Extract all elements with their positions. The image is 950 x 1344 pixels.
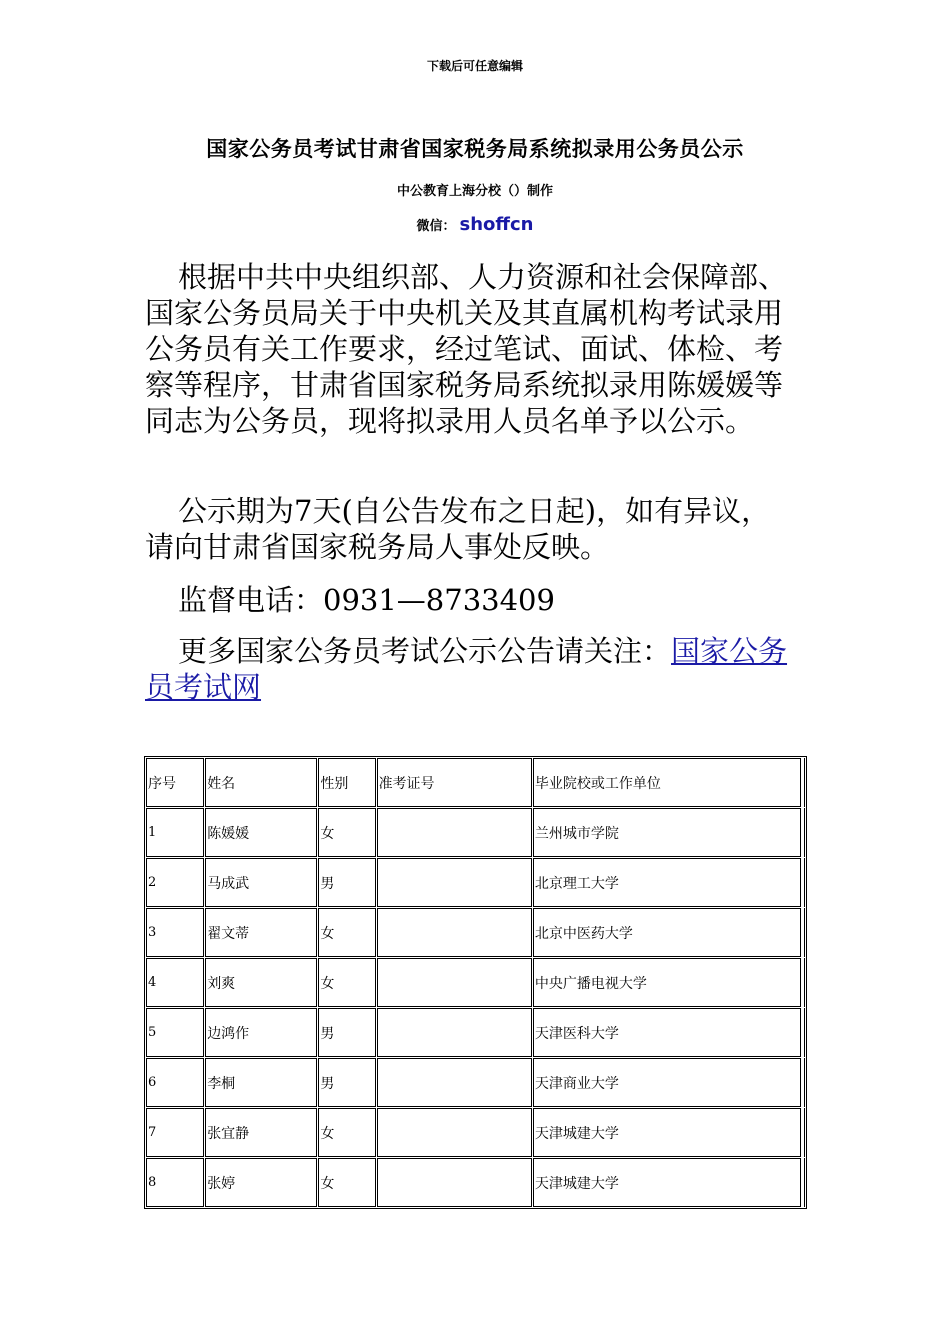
header-exam-no: 准考证号	[377, 758, 532, 807]
page-title: 国家公务员考试甘肃省国家税务局系统拟录用公务员公示	[206, 137, 744, 161]
row-school: 天津城建大学	[533, 1158, 801, 1207]
table-row	[146, 908, 805, 957]
paragraph-more-info	[145, 633, 790, 705]
row-gender: 女	[318, 1108, 375, 1157]
row-gender: 男	[318, 1058, 375, 1107]
subtitle: 中公教育上海分校（）制作	[396, 184, 553, 199]
row-school: 天津城建大学	[533, 1108, 801, 1157]
row-gender: 女	[318, 958, 375, 1007]
paragraph-announcement-text: 根据中共中央组织部、人力资源和社会保障部、国家公务员局关于中央机关及其直属机构考试录用公务员有关工作要求，经过笔试、面试、体检、考察等程序，甘肃省国家税务局系统拟录用陈媛媛等同志为公务员，现将拟录用人员名单予以公示。	[145, 260, 788, 438]
table-row	[146, 1008, 805, 1057]
row-index: 6	[146, 1058, 204, 1107]
paragraph-period-text: 公示期为7天(自公告发布之日起)，如有异议，请向甘肃省国家税务局人事处反映。	[145, 494, 771, 564]
row-name: 张婷	[205, 1158, 317, 1207]
header-note: 下载后可任意编辑	[426, 59, 523, 73]
paragraph-announcement	[145, 259, 790, 439]
table-spacer	[802, 1058, 805, 1107]
row-exam-no	[377, 858, 532, 907]
row-name: 边鸿作	[205, 1008, 317, 1057]
row-exam-no	[377, 1008, 532, 1057]
table-spacer	[802, 958, 805, 1007]
table-spacer	[802, 1158, 805, 1207]
row-gender: 女	[318, 808, 375, 857]
table-row	[146, 958, 805, 1007]
exam-site-link[interactable]: 国家公务员考试网	[145, 634, 788, 704]
row-index: 2	[146, 858, 204, 907]
row-school: 中央广播电视大学	[533, 958, 801, 1007]
table-spacer	[802, 908, 805, 957]
row-index: 4	[146, 958, 204, 1007]
paragraph-phone-text: 监督电话：0931—8733409	[178, 583, 555, 617]
table-row	[146, 858, 805, 907]
row-name: 马成武	[205, 858, 317, 907]
row-exam-no	[377, 1058, 532, 1107]
paragraph-period	[145, 493, 790, 565]
paragraph-phone	[145, 582, 790, 618]
row-gender: 女	[318, 1158, 375, 1207]
table-spacer	[802, 808, 805, 857]
table-spacer	[802, 1008, 805, 1057]
row-school: 兰州城市学院	[533, 808, 801, 857]
row-name: 陈媛媛	[205, 808, 317, 857]
header-school: 毕业院校或工作单位	[533, 758, 801, 807]
table-row	[146, 808, 805, 857]
row-gender: 男	[318, 1008, 375, 1057]
row-exam-no	[377, 808, 532, 857]
roster-table	[144, 756, 807, 1209]
row-index: 7	[146, 1108, 204, 1157]
table-row	[146, 1058, 805, 1107]
row-name: 翟文蒂	[205, 908, 317, 957]
row-school: 天津医科大学	[533, 1008, 801, 1057]
row-name: 刘爽	[205, 958, 317, 1007]
table-spacer	[802, 758, 805, 807]
row-name: 张宜静	[205, 1108, 317, 1157]
row-school: 北京中医药大学	[533, 908, 801, 957]
row-exam-no	[377, 1158, 532, 1207]
table-row	[146, 1108, 805, 1157]
header-index: 序号	[146, 758, 204, 807]
header-gender: 性别	[318, 758, 375, 807]
table-header-row	[146, 758, 805, 807]
table-spacer	[802, 1108, 805, 1157]
row-gender: 男	[318, 858, 375, 907]
paragraph-more-info-text: 更多国家公务员考试公示公告请关注：	[178, 634, 672, 668]
table-row	[146, 1158, 805, 1207]
row-exam-no	[377, 1108, 532, 1157]
row-index: 3	[146, 908, 204, 957]
row-name: 李桐	[205, 1058, 317, 1107]
table-spacer	[802, 858, 805, 907]
row-index: 1	[146, 808, 204, 857]
wechat-label: 微信：	[416, 219, 456, 234]
row-school: 北京理工大学	[533, 858, 801, 907]
header-name: 姓名	[205, 758, 317, 807]
wechat-line	[0, 214, 950, 235]
wechat-handle: shoffcn	[459, 214, 534, 235]
row-gender: 女	[318, 908, 375, 957]
row-index: 5	[146, 1008, 204, 1057]
row-exam-no	[377, 908, 532, 957]
row-school: 天津商业大学	[533, 1058, 801, 1107]
row-exam-no	[377, 958, 532, 1007]
row-index: 8	[146, 1158, 204, 1207]
